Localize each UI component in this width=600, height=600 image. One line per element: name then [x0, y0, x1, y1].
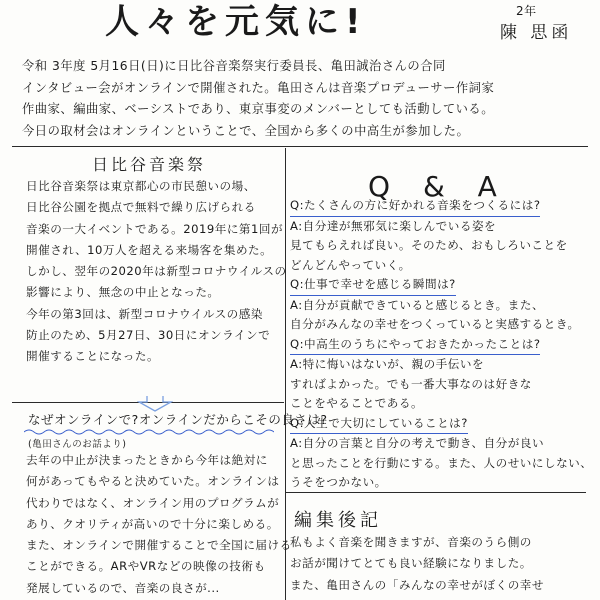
answer-line: ことをやることである。 — [290, 396, 424, 410]
question-4: Q:人生で大切にしていることは? — [290, 414, 468, 435]
online-line: ことができる。ARやVRなどの映像の技術も — [26, 559, 266, 574]
intro-line: 今日の取材会はオンラインということで、全国から多くの中高生が参加した。 — [22, 123, 470, 138]
online-line: 発展しているので、音楽の良さが... — [26, 580, 220, 595]
qa-body — [290, 196, 592, 493]
intro-line: 令和 3年度 5月16日(日)に日比谷音楽祭実行委員長、亀田誠治さんの合同 — [22, 59, 446, 73]
answer-line: 自分がみんなの幸せをつくっていると実感するとき。 — [290, 317, 580, 331]
question-1: Q:たくさんの方に好かれる音楽をつくるには? — [290, 196, 540, 217]
answer-line: A:特に悔いはないが、親の手伝いを — [290, 357, 485, 371]
festival-title: 日比谷音楽祭 — [92, 155, 207, 174]
intro-line: インタビュー会がオンラインで開催された。亀田さんは音楽プロデューサー作詞家 — [22, 80, 495, 95]
editor-line: また、亀田さんの「みんなの幸せがぼくの幸せ — [290, 577, 544, 592]
editor-line: 私もよく音楽を聞きますが、音楽のうら側の — [290, 535, 532, 549]
question-2: Q:仕事で幸せを感じる瞬間は? — [290, 275, 456, 296]
author-name: 陳 思函 — [500, 23, 573, 43]
festival-body — [26, 176, 287, 368]
festival-line: 今年の第3回は、新型コロナウイルスの感染 — [26, 306, 263, 321]
festival-line: 日比谷音楽祭は東京都心の市民憩いの場、 — [26, 179, 256, 193]
source-note: (亀田さんのお話より) — [28, 439, 127, 450]
grade-label: 2年 — [516, 4, 537, 18]
online-line: 代わりではなく、オンライン用のプログラムが — [26, 495, 280, 510]
online-body — [26, 450, 292, 599]
answer-line: どんどんやっていく。 — [290, 257, 411, 272]
qa-title: Q & A — [368, 170, 509, 203]
editor-line: お話が聞けてとても良い経験になりました。 — [290, 556, 532, 571]
answer-line: A:自分が貢献できていると感じるとき。また、 — [290, 297, 545, 312]
answer-line: うそをつかない。 — [290, 475, 387, 489]
online-line: 何があってもやると決めていた。オンラインは — [26, 474, 280, 489]
festival-line: 防止のため、5月27日、30日にオンラインで — [26, 328, 271, 343]
intro-paragraph — [22, 56, 592, 142]
question-3: Q:中高生のうちにやっておきたかったことは? — [290, 335, 540, 356]
festival-line: 日比谷公園を拠点で無料で繰り広げられる — [26, 200, 256, 215]
festival-line: 開催され、10万人を超える来場客を集めた。 — [26, 242, 273, 257]
intro-line: 作曲家、編曲家、ベーシストであり、東京事変のメンバーとしても活動している。 — [22, 102, 495, 116]
answer-line: 見てもらえれば良い。そのため、おもしろいことを — [290, 238, 568, 252]
online-subtitle: なぜオンラインで?オンラインだからこその良さは? — [28, 412, 328, 427]
wavy-underline — [24, 428, 274, 436]
online-line: 去年の中止が決まったときから今年は絶対に — [26, 453, 268, 467]
online-line: また、オンラインで開催することで全国に届ける — [26, 538, 292, 553]
editor-note-title: 編集後記 — [294, 510, 382, 531]
answer-line: A:自分達が無邪気に楽しんでいる姿を — [290, 218, 497, 233]
top-divider — [12, 146, 588, 147]
editor-note-body — [290, 532, 544, 596]
answer-line: と思ったことを行動にする。また、人のせいにしない、 — [290, 455, 593, 470]
answer-line: A:自分の言葉と自分の考えで動き、自分が良い — [290, 436, 545, 450]
festival-line: 影響により、無念の中止となった。 — [26, 285, 220, 300]
page-title: 人々を元気に! — [105, 2, 367, 42]
online-line: あり、クオリティが高いので十分に楽しめる。 — [26, 516, 279, 531]
festival-line: 開催することになった。 — [26, 349, 160, 364]
festival-line: しかし、翌年の2020年は新型コロナウイルスの — [26, 264, 287, 279]
festival-line: 音楽の一大イベントである。2019年に第1回が — [26, 221, 284, 236]
answer-line: すればよかった。でも一番大事なのは好きな — [290, 376, 532, 391]
